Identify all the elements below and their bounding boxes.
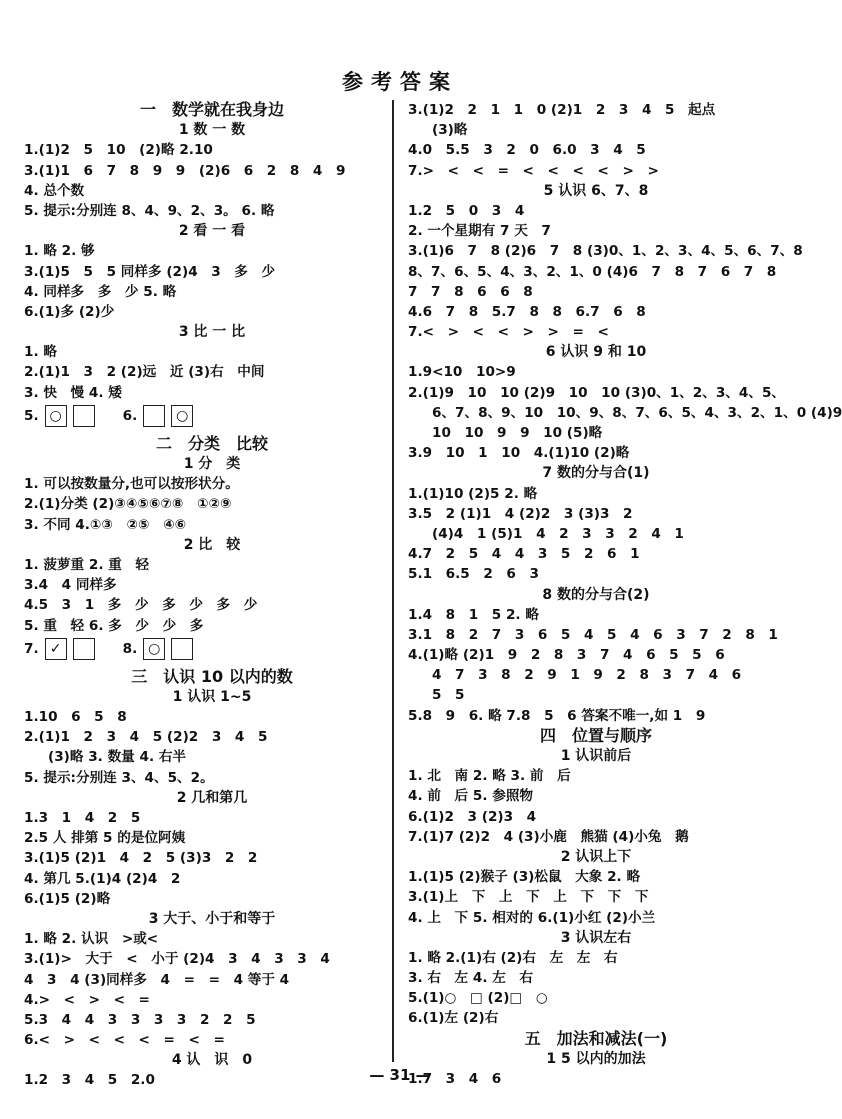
answer-line: 2.(1)9 10 10 (2)9 10 10 (3)0、1、2、3、4、5、 — [408, 384, 786, 401]
answer-line: 4. 同样多 多 少 5. 略 — [24, 283, 177, 300]
answer-line: 4.7 2 5 4 4 3 5 2 6 1 — [408, 546, 640, 563]
answer-line: 4.0 5.5 3 2 0 6.0 3 4 5 — [408, 142, 646, 159]
answer-line: 5.(1)○ □ (2)□ ○ — [408, 990, 548, 1007]
answer-line: 1.9<10 10>9 — [408, 364, 516, 381]
answer-line: 3. 右 左 4. 左 右 — [408, 970, 534, 987]
answer-line: 4.> < > < = — [24, 991, 150, 1008]
section-heading: 1 5 以内的加法 — [546, 1050, 646, 1067]
answer-line: 3.(1)上 下 上 下 上 下 下 下 — [408, 889, 649, 906]
answer-line: 5.3 4 4 3 3 3 3 2 2 5 — [24, 1011, 256, 1028]
section-heading: 2 比 较 — [183, 536, 241, 553]
answer-line: 7.> < < = < < < < > > — [408, 162, 659, 179]
answer-line: 1. 菠萝重 2. 重 轻 — [24, 556, 150, 573]
answer-line: 2.(1)分类 (2)③④⑤⑥⑦⑧ ①②⑨ — [24, 496, 232, 513]
answer-line: 1.2 5 0 3 4 — [408, 202, 525, 219]
answer-line: 4 3 4 (3)同样多 4 = = 4 等于 4 — [24, 971, 290, 988]
answer-line: (4)4 1 (5)1 4 2 3 3 2 4 1 — [432, 525, 684, 542]
answer-line: 6.(1)2 3 (2)3 4 — [408, 808, 537, 825]
answer-box: ✓ — [45, 638, 67, 660]
answer-line: 6.(1)多 (2)少 — [24, 303, 115, 320]
section-heading: 2 认识上下 — [560, 848, 632, 865]
chapter-heading: 二 分类 比较 — [155, 433, 268, 453]
section-heading: 2 看 一 看 — [178, 223, 246, 240]
answer-box: ○ — [143, 638, 165, 660]
answer-line: 1.3 1 4 2 5 — [24, 810, 141, 826]
page-title: 参考答案 — [342, 70, 458, 94]
section-heading: 3 比 一 比 — [178, 324, 246, 341]
answer-box: ○ — [45, 405, 67, 427]
answer-line: 1. 可以按数量分,也可以按形状分。 — [24, 476, 239, 493]
answer-line: 2.(1)1 2 3 4 5 (2)2 3 4 5 — [24, 729, 268, 746]
answer-line: 1.(1)10 (2)5 2. 略 — [408, 485, 538, 502]
answer-line: 3.(1)1 6 7 8 9 9 (2)6 6 2 8 4 9 — [24, 162, 346, 179]
answer-box — [73, 638, 95, 660]
section-heading: 1 认识前后 — [560, 748, 632, 764]
answer-box-row — [24, 636, 400, 663]
answer-line: 3.(1)6 7 8 (2)6 7 8 (3)0、1、2、3、4、5、6、7、8 — [408, 243, 803, 260]
question-number: 5. — [24, 408, 39, 425]
answer-line: 5 5 — [432, 687, 465, 704]
answer-line: 3.9 10 1 10 4.(1)10 (2)略 — [408, 445, 630, 462]
answer-line: 1.(1)5 (2)猴子 (3)松鼠 大象 2. 略 — [408, 869, 641, 886]
answer-line: 5.1 6.5 2 6 3 — [408, 566, 539, 583]
question-number: 8. — [122, 641, 138, 658]
answer-line: 6.< > < < < = < = — [24, 1032, 225, 1049]
answer-line: 10 10 9 9 10 (5)略 — [432, 425, 603, 441]
answer-line: 8、7、6、5、4、3、2、1、0 (4)6 7 8 7 6 7 8 — [408, 263, 777, 280]
answer-line: 4.6 7 8 5.7 8 8 6.7 6 8 — [408, 303, 646, 320]
answer-line: 3.(1)5 (2)1 4 2 5 (3)3 2 2 — [24, 850, 258, 867]
answer-line: 4.(1)略 (2)1 9 2 8 3 7 4 6 5 5 6 — [408, 647, 725, 664]
answer-line: 4.5 3 1 多 少 多 少 多 少 — [24, 597, 258, 614]
answer-line: 7.< > < < > > = < — [408, 324, 609, 341]
answer-line: 3. 快 慢 4. 矮 — [24, 384, 122, 401]
answer-line: 1. 略 2. 认识 >或< — [24, 931, 159, 948]
answer-line: 6.(1)左 (2)右 — [408, 1010, 499, 1027]
answer-box-row — [24, 403, 400, 430]
answer-line: 3.5 2 (1)1 4 (2)2 3 (3)3 2 — [408, 505, 633, 522]
answer-line: 1.4 8 1 5 2. 略 — [408, 606, 539, 623]
answer-line: 3.(1)5 5 5 同样多 (2)4 3 多 少 — [24, 263, 276, 280]
chapter-heading: 四 位置与顺序 — [539, 725, 652, 745]
section-heading: 3 大于、小于和等于 — [148, 910, 276, 927]
question-number: 7. — [24, 641, 39, 658]
answer-line: 1.2 3 4 5 2.0 — [24, 1072, 155, 1089]
answer-line: 2.5 人 排第 5 的是位阿姨 — [24, 830, 186, 847]
answer-line: 1. 略 2. 够 — [24, 243, 95, 260]
question-number: 6. — [122, 408, 138, 425]
answer-line: 7 7 8 6 6 8 — [408, 283, 533, 300]
answer-line: 1.10 6 5 8 — [24, 709, 127, 726]
section-heading: 1 数 一 数 — [178, 122, 246, 139]
page-number: — 31 — — [369, 1066, 431, 1084]
answer-line: (3)略 3. 数量 4. 右半 — [48, 749, 187, 766]
section-heading: 1 分 类 — [183, 456, 241, 472]
answer-line: 3.1 8 2 7 3 6 5 4 5 4 6 3 7 2 8 1 — [408, 626, 778, 643]
answer-line: 3.(1)2 2 1 1 0 (2)1 2 3 4 5 起点 — [408, 102, 716, 118]
answer-line: 1. 略 2.(1)右 (2)右 左 左 右 — [408, 949, 618, 966]
section-heading: 1 认识 1~5 — [172, 688, 252, 705]
answer-line: 7.(1)7 (2)2 4 (3)小鹿 熊猫 (4)小兔 鹅 — [408, 828, 689, 845]
answer-box — [73, 405, 95, 427]
answer-line: 5. 重 轻 6. 多 少 少 多 — [24, 617, 204, 634]
right-column — [408, 100, 842, 1089]
section-heading: 5 认识 6、7、8 — [543, 182, 649, 199]
section-heading: 7 数的分与合(1) — [542, 465, 650, 482]
section-heading: 2 几和第几 — [176, 789, 248, 806]
chapter-heading: 三 认识 10 以内的数 — [131, 666, 293, 686]
answer-line: 2. 一个星期有 7 天 7 — [408, 223, 551, 240]
section-heading: 8 数的分与合(2) — [542, 586, 650, 603]
answer-line: 4. 上 下 5. 相对的 6.(1)小红 (2)小兰 — [408, 909, 656, 926]
answer-line: 5.8 9 6. 略 7.8 5 6 答案不唯一,如 1 9 — [408, 707, 706, 724]
answer-line: 3.4 4 同样多 — [24, 577, 117, 594]
answer-line: 2.(1)1 3 2 (2)远 近 (3)右 中间 — [24, 364, 265, 381]
answer-line: 1. 北 南 2. 略 3. 前 后 — [408, 768, 571, 785]
answer-box — [143, 405, 165, 427]
answer-line: 4. 前 后 5. 参照物 — [408, 788, 534, 805]
answer-line: 6.(1)5 (2)略 — [24, 890, 111, 907]
answer-line: 4 7 3 8 2 9 1 9 2 8 3 7 4 6 — [432, 667, 742, 684]
answer-line: 1. 略 — [24, 344, 57, 361]
answer-line: 3. 不同 4.①③ ②⑤ ④⑥ — [24, 516, 187, 533]
chapter-heading: 一 数学就在我身边 — [139, 100, 284, 119]
answer-line: (3)略 — [432, 122, 468, 139]
left-column — [24, 100, 400, 1091]
answer-box — [171, 638, 193, 660]
answer-box: ○ — [171, 405, 193, 427]
section-heading: 4 认 识 0 — [171, 1052, 253, 1069]
answer-line: 1.(1)2 5 10 (2)略 2.10 — [24, 142, 213, 159]
section-heading: 6 认识 9 和 10 — [545, 344, 647, 361]
answer-line: 1.7 3 4 6 — [408, 1071, 502, 1087]
answer-line: 3.(1)> 大于 < 小于 (2)4 3 4 3 3 4 — [24, 951, 330, 968]
answer-line: 4. 总个数 — [24, 182, 85, 199]
column-divider — [392, 100, 394, 1062]
answer-line: 4. 第几 5.(1)4 (2)4 2 — [24, 870, 181, 887]
answer-line: 5. 提示:分别连 8、4、9、2、3。 6. 略 — [24, 202, 275, 219]
chapter-heading: 五 加法和减法(一) — [524, 1028, 668, 1048]
section-heading: 3 认识左右 — [560, 929, 632, 946]
answer-line: 6、7、8、9、10 10、9、8、7、6、5、4、3、2、1、0 (4)9 — [432, 404, 842, 421]
answer-line: 5. 提示:分别连 3、4、5、2。 — [24, 769, 214, 786]
